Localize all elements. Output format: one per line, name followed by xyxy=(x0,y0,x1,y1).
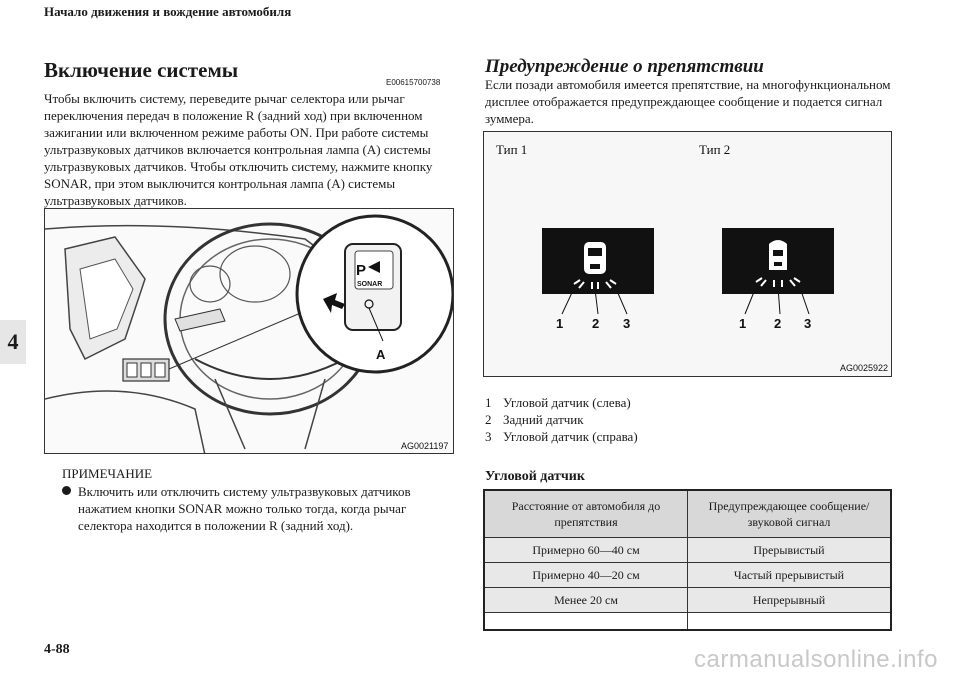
table-cell-empty xyxy=(688,613,892,631)
warning-title: Предупреждение о препятствии xyxy=(485,56,764,77)
legend-num: 1 xyxy=(485,395,492,410)
table-row xyxy=(484,538,891,563)
chapter-tab: 4 xyxy=(0,320,26,364)
legend-list xyxy=(485,394,638,445)
legend-item xyxy=(485,411,638,428)
running-head: Начало движения и вождение автомобиля xyxy=(44,4,292,19)
table-cell: Частый прерывистый xyxy=(688,563,892,588)
table-cell: Примерно 40—20 см xyxy=(484,563,688,588)
dashboard-illustration xyxy=(45,209,454,454)
section-title: Включение системы xyxy=(44,58,239,82)
display-illustration xyxy=(484,132,893,378)
callout-2-type1: 2 xyxy=(592,316,600,331)
figure-code-left: AG0021197 xyxy=(401,441,449,451)
type1-car-icon xyxy=(584,242,606,274)
sonar-p-label: P xyxy=(356,262,367,279)
legend-text: Угловой датчик (справа) xyxy=(503,429,638,444)
callout-a: A xyxy=(376,347,386,362)
table-row xyxy=(484,563,891,588)
display-figure xyxy=(483,131,892,377)
warning-table xyxy=(483,489,892,631)
table-cell: Примерно 60—40 см xyxy=(484,538,688,563)
note-heading: ПРИМЕЧАНИЕ xyxy=(62,466,153,481)
figure-code-right: AG0025922 xyxy=(840,363,889,373)
callout-3-type2: 3 xyxy=(804,316,812,331)
table-cell: Менее 20 см xyxy=(484,588,688,613)
note-text: Включить или отключить систему ультразвуковых датчиков нажатием кнопки SONAR можно только тогда, когда рычаг селектора находится в положении R (задний ход). xyxy=(78,484,411,533)
subsection-title: Угловой датчик xyxy=(485,469,585,484)
note-item xyxy=(62,483,452,534)
table-header: Расстояние от автомобиля до препятствия xyxy=(484,490,688,538)
section-paragraph: Чтобы включить систему, переведите рычаг селектора или рычаг переключения передач в положение R (задний ход) при включенном зажигании или включенном режиме работы ON. При работе системы ультразвуковых датчиков включается контрольная лампа (A) системы ультразвуковых датчиков. Чтобы отключить систему, нажмите кнопку SONAR, при этом выключится контрольная лампа (A) системы ультразвуковых датчиков. xyxy=(44,91,433,208)
callout-2-type2: 2 xyxy=(774,316,782,331)
legend-text: Угловой датчик (слева) xyxy=(503,395,631,410)
callout-1-type1: 1 xyxy=(556,316,564,331)
type1-label: Тип 1 xyxy=(496,142,528,157)
sonar-button-label: SONAR xyxy=(357,281,383,288)
table-cell-empty xyxy=(484,613,688,631)
table-row xyxy=(484,588,891,613)
legend-item xyxy=(485,428,638,445)
table-cell: Прерывистый xyxy=(688,538,892,563)
table-cell: Непрерывный xyxy=(688,588,892,613)
section-code: E00615700738 xyxy=(386,78,441,87)
callout-1-type2: 1 xyxy=(739,316,747,331)
table-spacer-row xyxy=(484,613,891,631)
page-number: 4-88 xyxy=(44,642,70,657)
warning-paragraph: Если позади автомобиля имеется препятствие, на многофункциональном дисплее отображается предупреждающее сообщение и подается сигнал зуммера. xyxy=(485,77,891,126)
type2-label: Тип 2 xyxy=(699,142,731,157)
table-header: Предупреждающее сообщение/ звуковой сигнал xyxy=(688,490,892,538)
callout-3-type1: 3 xyxy=(623,316,631,331)
legend-item xyxy=(485,394,638,411)
watermark: carmanualsonline.info xyxy=(694,646,938,673)
legend-num: 3 xyxy=(485,429,492,444)
legend-text: Задний датчик xyxy=(503,412,584,427)
legend-num: 2 xyxy=(485,412,492,427)
bullet-icon xyxy=(62,486,71,495)
dashboard-figure xyxy=(44,208,454,454)
